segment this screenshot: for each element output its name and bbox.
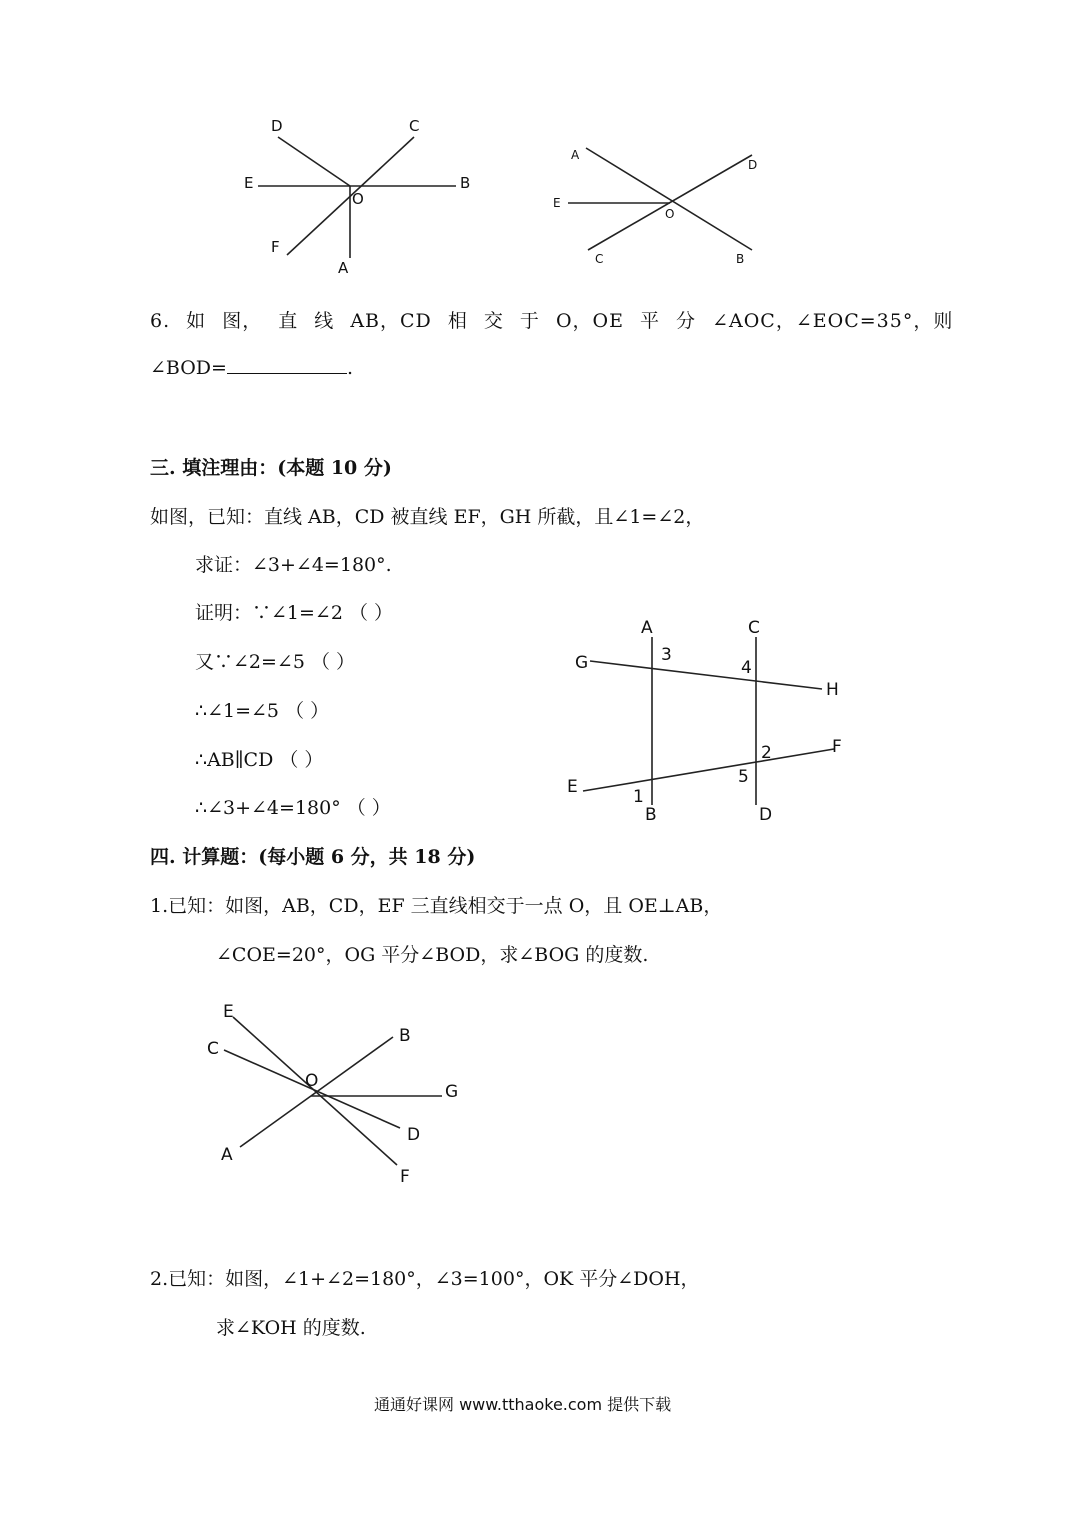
calc-question-2-line-2: 求∠KOH 的度数. xyxy=(216,1317,366,1339)
section-3-heading: 三. 填注理由：(本题 10 分) xyxy=(150,457,392,479)
fig3-label-f: F xyxy=(832,737,842,757)
proof-step-1: 证明：∵∠1=∠2 （ ） xyxy=(195,602,394,624)
fig2-label-b: B xyxy=(736,252,745,266)
fig3-label-a: A xyxy=(641,618,653,638)
fig1-label-o: O xyxy=(352,190,364,208)
fig1-label-f: F xyxy=(271,238,280,256)
fig1-label-b: B xyxy=(460,174,471,192)
proof-step-3: ∴∠1=∠5 （ ） xyxy=(195,700,330,722)
fig1-label-d: D xyxy=(271,117,283,135)
fig3-label-h: H xyxy=(826,680,839,700)
fig4-label-a: A xyxy=(221,1145,233,1165)
fig3-label-d: D xyxy=(759,805,773,825)
fig2-label-a: A xyxy=(571,148,580,162)
fig3-label-1: 1 xyxy=(633,787,644,807)
calc-question-2-line-1: 2.已知：如图，∠1+∠2=180°，∠3=100°，OK 平分∠DOH， xyxy=(150,1268,700,1290)
fig4-label-c: C xyxy=(207,1039,219,1059)
fig4-label-f: F xyxy=(400,1167,410,1187)
fig3-label-e: E xyxy=(567,777,578,797)
fig3-label-5: 5 xyxy=(738,767,749,787)
proof-step-4: ∴AB∥CD （ ） xyxy=(195,749,324,771)
fig2-label-c: C xyxy=(595,252,604,266)
fig4-label-o: O xyxy=(305,1071,319,1091)
section-4-heading: 四. 计算题：(每小题 6 分，共 18 分) xyxy=(150,846,476,868)
fig1-label-e: E xyxy=(244,174,254,192)
proof-step-2: 又∵∠2=∠5 （ ） xyxy=(195,651,356,673)
fig1-label-a: A xyxy=(338,259,349,277)
section-3-prove: 求证：∠3+∠4=180°. xyxy=(195,554,392,576)
fig2-label-d: D xyxy=(748,158,758,172)
calc-question-1-line-1: 1.已知：如图，AB，CD，EF 三直线相交于一点 O，且 OE⊥AB， xyxy=(150,895,723,917)
line-a-b xyxy=(240,1037,393,1147)
fig3-label-2: 2 xyxy=(761,743,772,763)
fig3-label-b: B xyxy=(645,805,657,825)
fig4-label-b: B xyxy=(399,1026,411,1046)
fig4-label-g: G xyxy=(445,1082,459,1102)
fig4-label-d: D xyxy=(407,1125,421,1145)
fig3-label-g: G xyxy=(575,653,589,673)
fig1-label-c: C xyxy=(409,117,420,135)
proof-step-5: ∴∠3+∠4=180° （ ） xyxy=(195,797,391,819)
fig3-label-4: 4 xyxy=(741,658,752,678)
fig4-label-e: E xyxy=(223,1002,234,1022)
question-6-suffix: . xyxy=(346,357,354,379)
footer-source: 通通好课网 www.tthaoke.com 提供下载 xyxy=(374,1395,672,1414)
fig2-label-o: O xyxy=(665,207,675,221)
question-6-line-1: 6. 如 图， 直 线 AB，CD 相 交 于 O，OE 平 分 ∠AOC，∠EOC=35°，则 xyxy=(150,310,954,332)
fig2-label-e: E xyxy=(553,196,561,210)
section-3-given: 如图，已知：直线 AB，CD 被直线 EF，GH 所截，且∠1=∠2， xyxy=(150,506,705,528)
fig3-label-c: C xyxy=(748,618,760,638)
calc-question-1-line-2: ∠COE=20°，OG 平分∠BOD，求∠BOG 的度数. xyxy=(216,944,649,966)
question-6-prefix: ∠BOD= xyxy=(150,357,227,379)
fig3-label-3: 3 xyxy=(661,645,672,665)
